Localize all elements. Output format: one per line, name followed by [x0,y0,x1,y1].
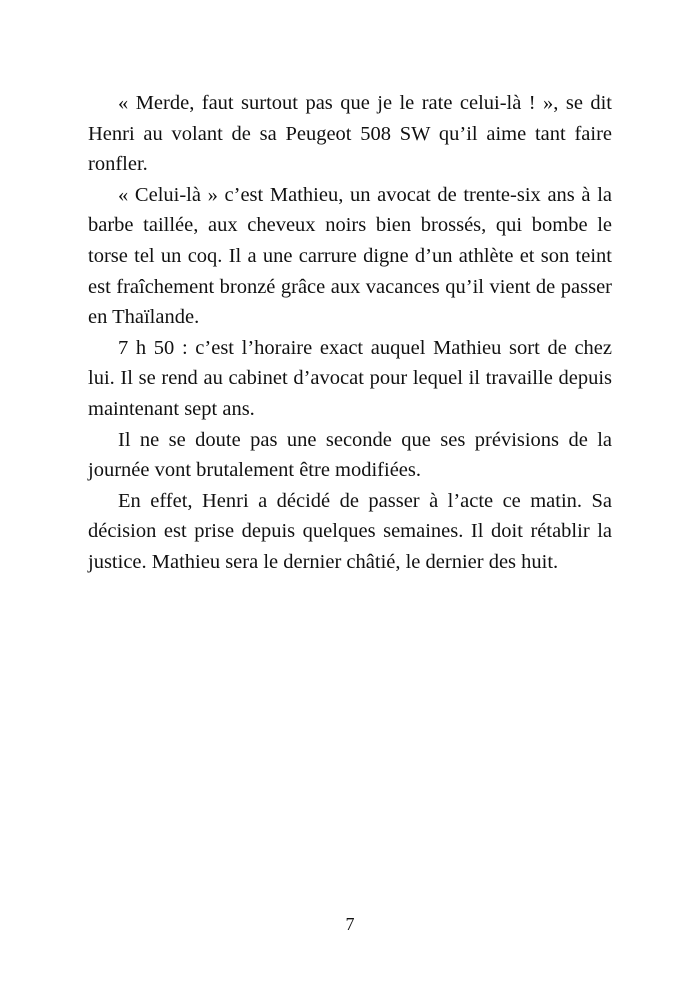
paragraph-5: En effet, Henri a décidé de passer à l’acte ce matin. Sa décision est prise depuis quelques semaines. Il doit rétablir la justice. Mathieu sera le dernier châtié, le dernier des huit. [88,489,612,573]
page-number: 7 [345,914,355,934]
body-text [88,88,612,578]
paragraph-2: « Celui-là » c’est Mathieu, un avocat de trente-six ans à la barbe taillée, aux cheveux noirs bien brossés, qui bombe le torse tel un coq. Il a une carrure digne d’un athlète et son teint est fraîchement bronzé grâce aux vacances qu’il vient de passer en Thaïlande. [88,183,612,329]
paragraph-1: « Merde, faut surtout pas que je le rate celui-là ! », se dit Henri au volant de sa Peugeot 508 SW qu’il aime tant faire ronfler. [88,92,612,176]
paragraph-3: 7 h 50 : c’est l’horaire exact auquel Mathieu sort de chez lui. Il se rend au cabinet d’avocat pour lequel il travaille depuis maintenant sept ans. [88,336,612,420]
paragraph-4: Il ne se doute pas une seconde que ses prévisions de la journée vont brutalement être modifiées. [88,428,612,482]
